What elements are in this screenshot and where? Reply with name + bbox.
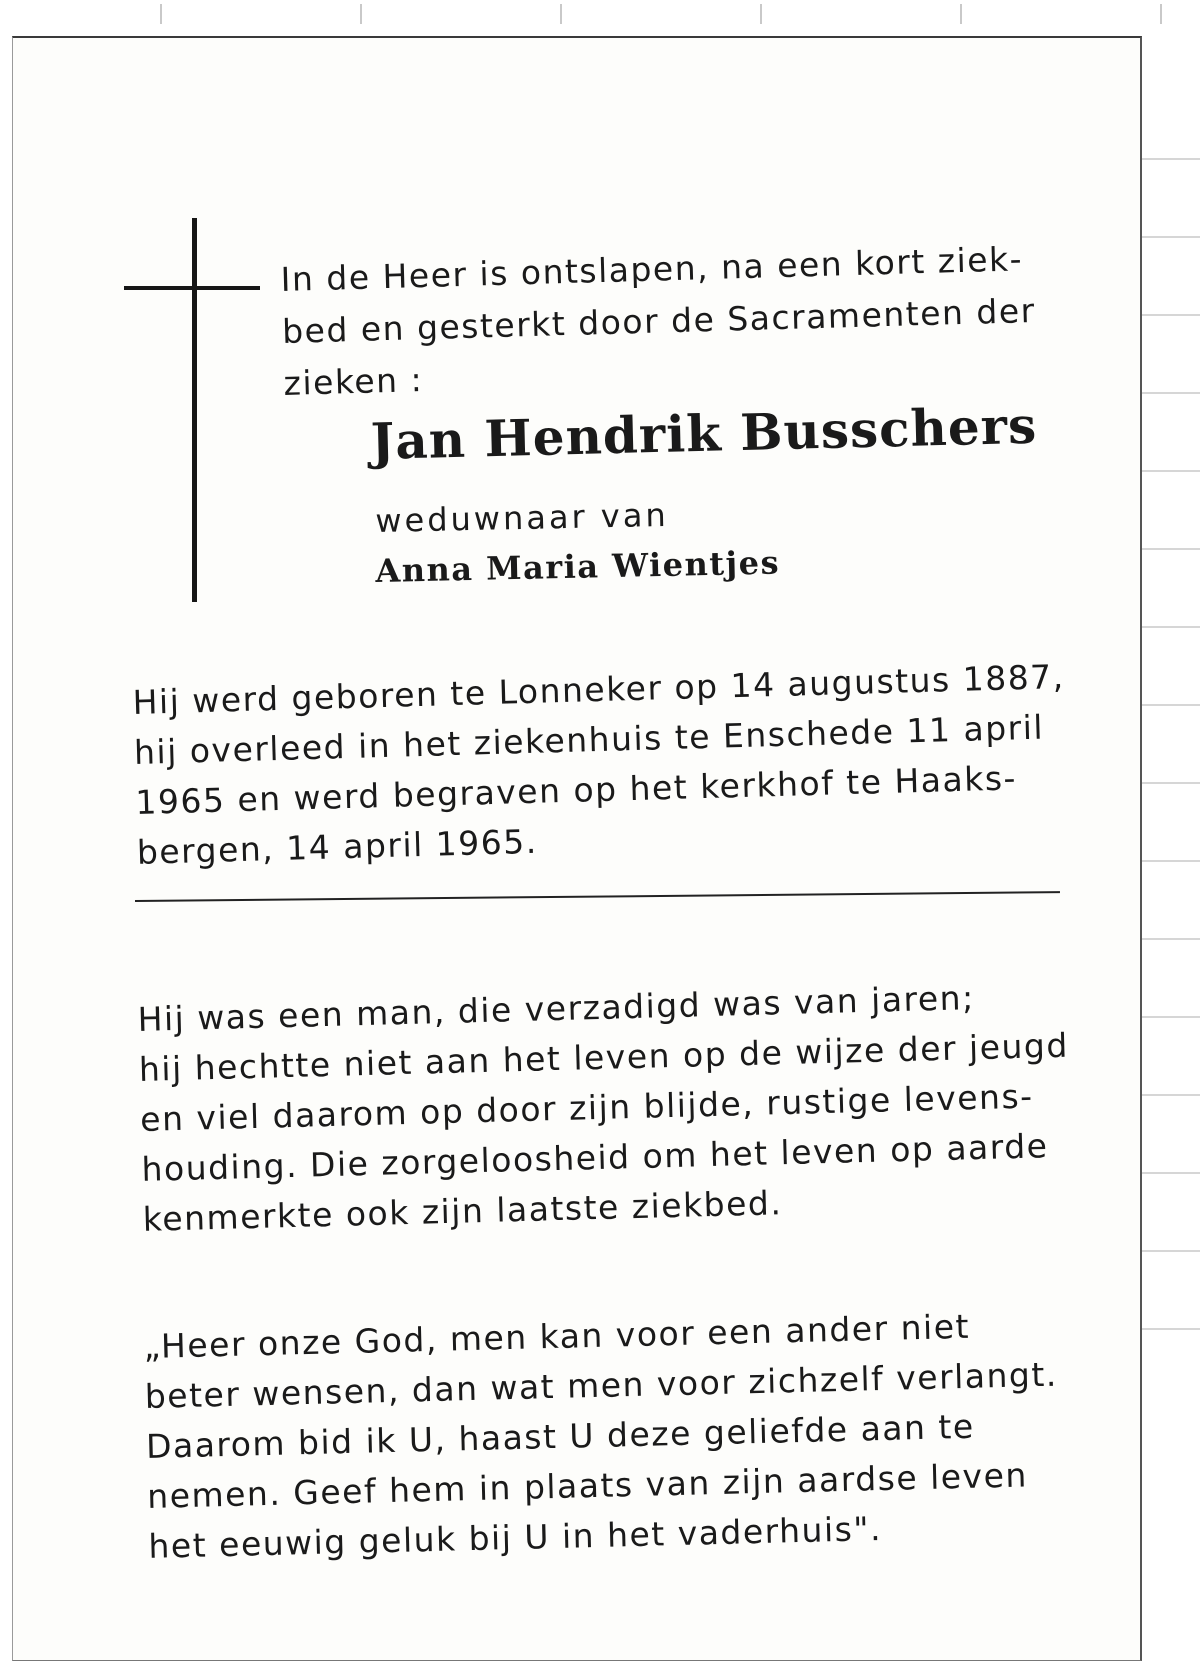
reflection-line: houding. Die zorgeloosheid om het leven op aarde (141, 1126, 1049, 1189)
prayer-paragraph (143, 1300, 1062, 1572)
prayer-line: Daarom bid ik U, haast U deze geliefde aan te (145, 1406, 976, 1466)
scan-top-edge-marks (20, 4, 1170, 24)
intro-line: In de Heer is ontslapen, na een kort ziek- (280, 239, 1024, 299)
reflection-paragraph (137, 971, 1073, 1245)
biography-line: bergen, 14 april 1965. (136, 821, 539, 872)
relation-label: weduwnaar van (375, 495, 670, 540)
biography-paragraph (132, 652, 1069, 878)
biography-line: Hij werd geboren te Lonneker op 14 augustus 1887, (132, 656, 1066, 722)
cross-icon-vertical-bar (192, 218, 197, 602)
spouse-name: Anna Maria Wientjes (375, 543, 781, 590)
reflection-line: hij hechtte niet aan het leven op de wijze der jeugd (138, 1025, 1070, 1089)
intro-line: bed en gesterkt door de Sacramenten der (281, 290, 1037, 351)
reflection-line: kenmerkte ook zijn laatste ziekbed. (142, 1183, 783, 1239)
reflection-line: Hij was een man, die verzadigd was van jaren; (137, 978, 976, 1039)
prayer-line: „Heer onze God, men kan voor een ander niet (143, 1306, 971, 1366)
prayer-line: nemen. Geef hem in plaats van zijn aardse leven (146, 1455, 1029, 1516)
deceased-name: Jan Hendrik Busschers (370, 395, 1038, 471)
intro-line: zieken : (283, 360, 424, 403)
prayer-line: het eeuwig geluk bij U in het vaderhuis". (148, 1509, 883, 1566)
biography-line: hij overleed in het ziekenhuis te Enschede 11 april (133, 707, 1045, 772)
intro-paragraph (280, 233, 1054, 410)
reflection-line: en viel daarom op door zijn blijde, rustige levens- (139, 1076, 1034, 1139)
biography-line: 1965 en werd begraven op het kerkhof te Haaks- (134, 758, 1018, 822)
cross-icon-horizontal-bar (124, 286, 260, 290)
prayer-line: beter wensen, dan wat men voor zichzelf verlangt. (144, 1354, 1059, 1416)
